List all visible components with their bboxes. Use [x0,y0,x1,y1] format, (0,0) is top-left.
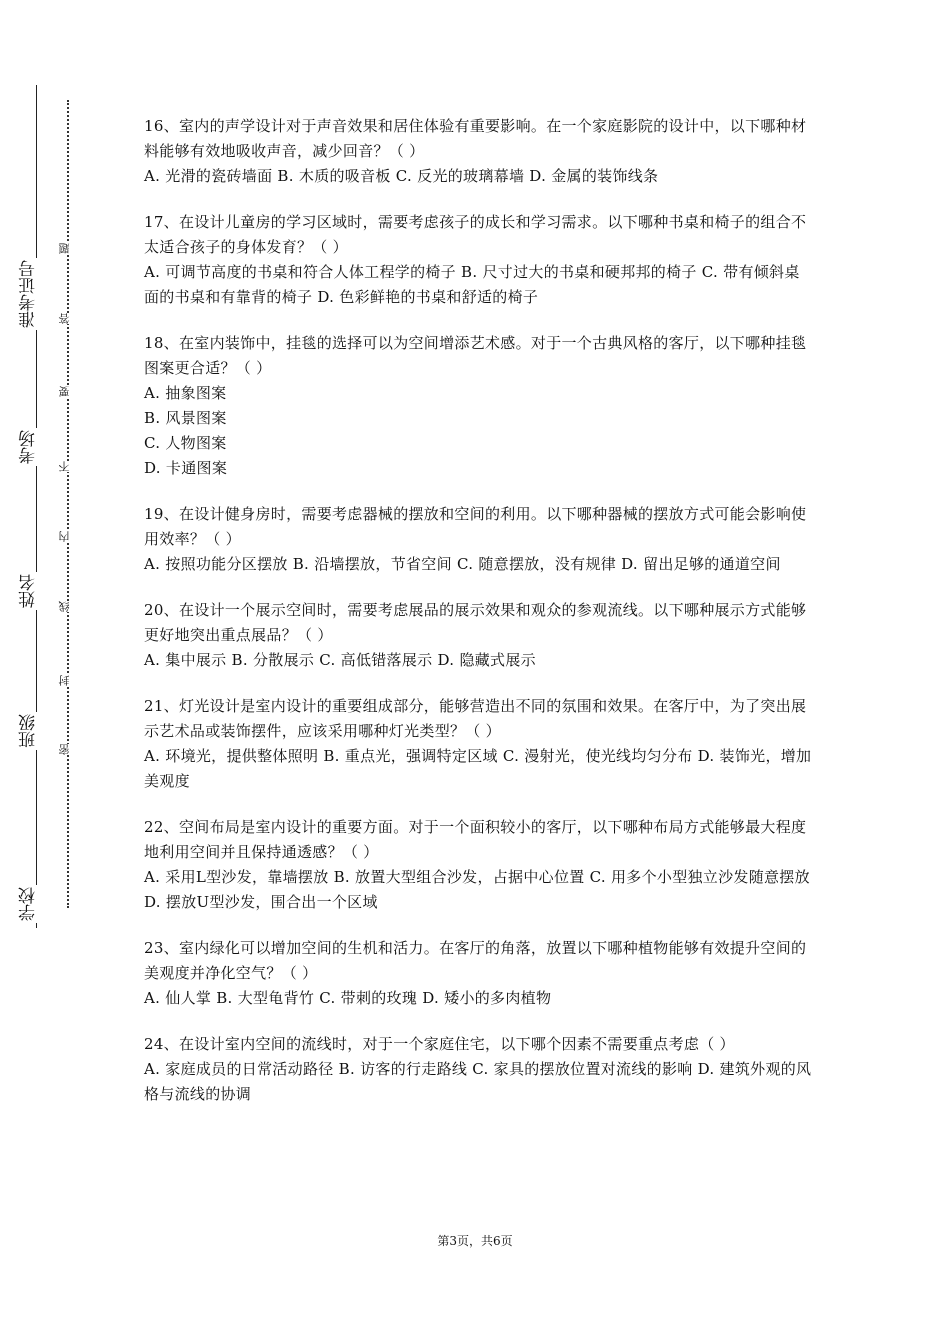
question-options: A. 家庭成员的日常活动路径 B. 访客的行走路线 C. 家具的摆放位置对流线的影响 D. 建筑外观的风格与流线的协调 [144,1060,812,1103]
question-options: A. 集中展示 B. 分散展示 C. 高低错落展示 D. 隐藏式展示 [144,651,536,669]
question-21 [144,694,812,794]
option-c: C. 人物图案 [144,434,227,452]
question-options: A. 采用L型沙发，靠墙摆放 B. 放置大型组合沙发，占据中心位置 C. 用多个小型独立沙发随意摆放 D. 摆放U型沙发，围合出一个区域 [144,868,810,911]
question-19 [144,502,812,577]
question-16 [144,114,812,189]
question-stem: 24、在设计室内空间的流线时，对于一个家庭住宅，以下哪个因素不需要重点考虑（ ） [144,1035,735,1053]
option-a: A. 抽象图案 [144,384,227,402]
question-options: A. 按照功能分区摆放 B. 沿墙摆放，节省空间 C. 随意摆放，没有规律 D. 留出足够的通道空间 [144,555,781,573]
admission-number-field-label: 准考证号 [20,258,50,330]
question-options: A. 光滑的瓷砖墙面 B. 木质的吸音板 C. 反光的玻璃幕墙 D. 金属的装饰线条 [144,167,659,185]
question-options: A. 环境光，提供整体照明 B. 重点光，强调特定区域 C. 漫射光，使光线均匀分布 D. 装饰光，增加美观度 [144,747,812,790]
question-stem: 20、在设计一个展示空间时，需要考虑展品的展示效果和观众的参观流线。以下哪种展示方式能够更好地突出重点展品？（ ） [144,601,807,644]
seal-char: 密 [59,744,75,755]
question-options: A. 仙人掌 B. 大型龟背竹 C. 带刺的玫瑰 D. 矮小的多肉植物 [144,989,552,1007]
question-20 [144,598,812,673]
question-stem: 17、在设计儿童房的学习区域时，需要考虑孩子的成长和学习需求。以下哪种书桌和椅子的组合不太适合孩子的身体发育？（ ） [144,213,807,256]
question-stem: 16、室内的声学设计对于声音效果和居住体验有重要影响。在一个家庭影院的设计中，以下哪种材料能够有效地吸收声音，减少回音？（ ） [144,117,807,160]
seal-char: 题 [59,243,75,254]
seal-char: 封 [59,675,75,686]
class-field-label: 班级 [20,712,50,750]
school-field-label: 学校 [20,885,50,923]
exam-room-field-label: 考场 [20,428,50,466]
question-stem: 19、在设计健身房时，需要考虑器械的摆放和空间的利用。以下哪种器械的摆放方式可能会影响使用效率？（ ） [144,505,807,548]
seal-char: 不 [59,461,75,472]
question-stem: 21、灯光设计是室内设计的重要组成部分，能够营造出不同的氛围和效果。在客厅中，为了突出展示艺术品或装饰摆件，应该采用哪种灯光类型？（ ） [144,697,807,740]
page-number: 第3页，共6页 [437,1234,513,1248]
question-stem: 22、空间布局是室内设计的重要方面。对于一个面积较小的客厅，以下哪种布局方式能够最大程度地利用空间并且保持通透感？（ ） [144,818,807,861]
question-stem: 18、在室内装饰中，挂毯的选择可以为空间增添艺术感。对于一个古典风格的客厅，以下哪种挂毯图案更合适？（ ） [144,334,807,377]
seal-char: 要 [59,386,75,397]
seal-char: 内 [59,531,75,542]
seal-char: 答 [59,313,75,324]
question-18 [144,331,812,481]
option-d: D. 卡通图案 [144,459,228,477]
name-field-label: 姓名 [20,572,50,610]
option-b: B. 风景图案 [144,409,227,427]
question-24 [144,1032,812,1107]
question-17 [144,210,812,310]
question-stem: 23、室内绿化可以增加空间的生机和活力。在客厅的角落，放置以下哪种植物能够有效提升空间的美观度并净化空气？（ ） [144,939,807,982]
binding-line [36,85,37,928]
seal-char: 线 [59,601,75,612]
question-list [144,114,812,1128]
question-22 [144,815,812,915]
question-options: A. 可调节高度的书桌和符合人体工程学的椅子 B. 尺寸过大的书桌和硬邦邦的椅子 C. 带有倾斜桌面的书桌和有靠背的椅子 D. 色彩鲜艳的书桌和舒适的椅子 [144,263,800,306]
seal-dotted-line [67,100,69,908]
question-23 [144,936,812,1011]
